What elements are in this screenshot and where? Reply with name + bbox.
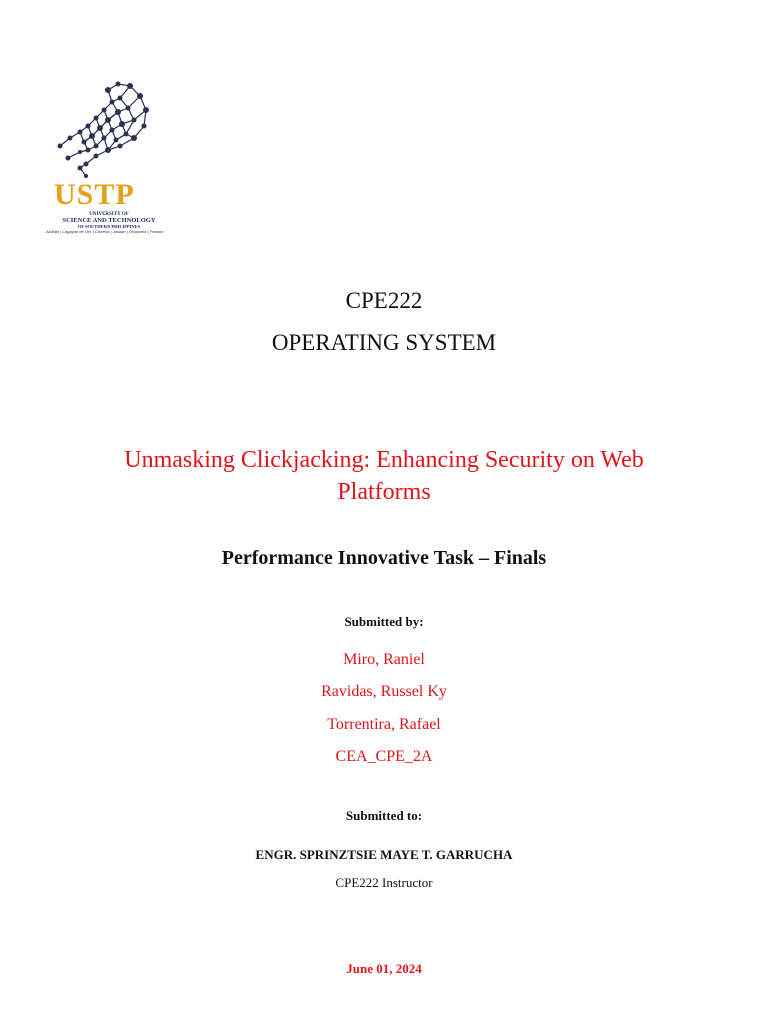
member-name: Ravidas, Russel Ky xyxy=(321,683,447,700)
logo-science-technology: SCIENCE AND TECHNOLOGY xyxy=(62,217,156,224)
document-title: Unmasking Clickjacking: Enhancing Security on Web Platforms xyxy=(124,447,644,505)
logo-university-of: UNIVERSITY OF xyxy=(89,212,129,217)
instructor-role: CPE222 Instructor xyxy=(335,875,433,890)
member-name: Miro, Raniel xyxy=(343,651,425,668)
ustp-logo xyxy=(46,76,166,236)
instructor-name: ENGR. SPRINZTSIE MAYE T. GARRUCHA xyxy=(255,847,513,862)
submitted-by-label: Submitted by: xyxy=(344,614,424,629)
network-icon xyxy=(46,76,166,186)
course-code: CPE222 xyxy=(345,288,423,313)
logo-wordmark: USTP xyxy=(54,178,135,211)
logo-campus-tagline: Alubijid | Cagayan de Oro | Claveria | Jasaan | Oroquieta | Panaon xyxy=(46,229,164,234)
member-name: Torrentira, Rafael xyxy=(327,716,441,733)
submitted-to-label: Submitted to: xyxy=(345,808,423,823)
course-name: OPERATING SYSTEM xyxy=(271,330,497,355)
logo-southern-philippines: OF SOUTHERN PHILIPPINES xyxy=(77,224,141,229)
submission-date: June 01, 2024 xyxy=(346,961,422,976)
section-code: CEA_CPE_2A xyxy=(335,748,433,765)
document-subtitle: Performance Innovative Task – Finals xyxy=(221,547,547,569)
